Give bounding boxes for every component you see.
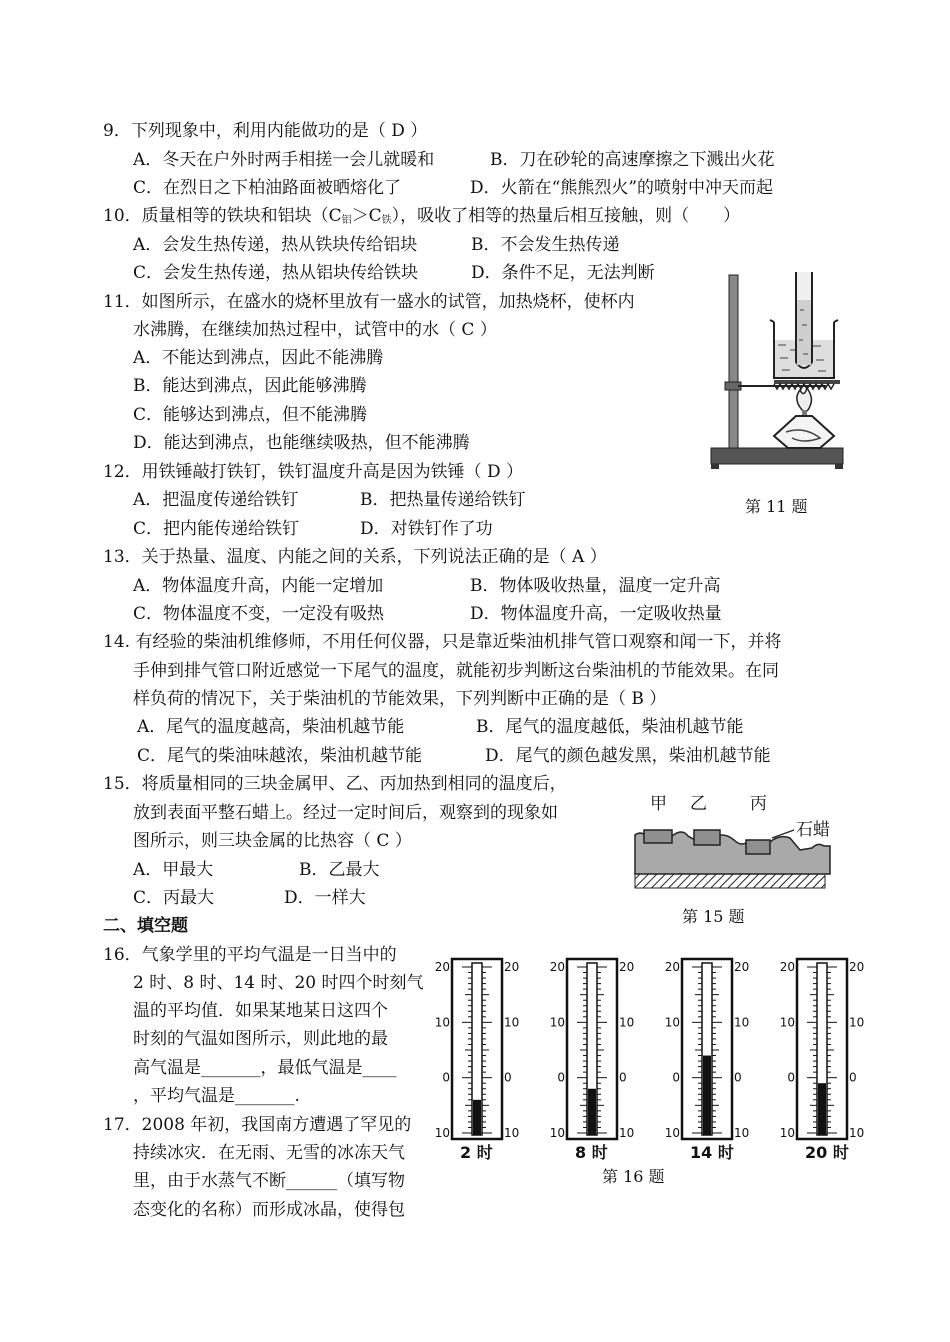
q12-option-c: C．把内能传递给铁钉 — [133, 519, 300, 539]
q15-stem-line2: 放到表面平整石蜡上。经过一定时间后，观察到的现象如 — [133, 803, 558, 823]
q10-option-a: A．会发生热传递，热从铁块传给铝块 — [133, 235, 418, 255]
q15-option-c: C．丙最大 — [133, 888, 215, 908]
q9-option-a: A．冬天在户外时两手相搓一会儿就暖和 — [133, 150, 435, 170]
q13-option-c: C．物体温度不变，一定没有吸热 — [133, 604, 385, 624]
q15-label-bing: 丙 — [750, 794, 767, 814]
thermometer-scale-label: 0 — [504, 1070, 512, 1085]
thermometer-3 — [664, 955, 750, 1145]
thermometer-scale-label: 10 — [504, 1015, 520, 1030]
q11-option-b: B．能达到沸点，因此能够沸腾 — [133, 376, 367, 396]
thermometer-4 — [779, 955, 865, 1145]
metal-jia — [644, 830, 672, 843]
thermometer-scale-label: 10 — [434, 1015, 450, 1030]
q10-stem-mid: ＞C — [351, 206, 382, 226]
q11-stem-line2: 水沸腾，在继续加热过程中，试管中的水（ C ） — [133, 320, 497, 340]
thermometer-scale-label: 0 — [619, 1070, 627, 1085]
thermometer-scale-label: 10 — [664, 1015, 680, 1030]
q9-option-c: C．在烈日之下柏油路面被晒熔化了 — [133, 178, 402, 198]
q16-line5: 高气温是_______，最低气温是____ — [133, 1058, 397, 1078]
thermometer-scale-label: 10 — [664, 1126, 680, 1140]
thermometer-4-liquid — [818, 1083, 826, 1135]
thermometer-2-time-label: 8 时 — [575, 1143, 608, 1162]
q15-stem-line1: 15．将质量相同的三块金属甲、乙、丙加热到相同的温度后， — [103, 774, 567, 794]
thermometer-scale-label: 10 — [549, 1015, 565, 1030]
thermometer-scale-label: 10 — [849, 1126, 865, 1140]
stand-base — [711, 448, 843, 464]
thermometer-scale-label: 20 — [849, 960, 865, 974]
thermometer-2 — [549, 955, 635, 1145]
q14-option-b: B．尾气的温度越低，柴油机越节能 — [476, 717, 744, 737]
stand-rod — [729, 275, 738, 448]
thermometer-scale-label: 20 — [779, 960, 795, 974]
thermometer-scale-label: 10 — [779, 1015, 795, 1030]
q15-caption: 第 15 题 — [682, 907, 745, 926]
q10-option-d: D．条件不足，无法判断 — [471, 263, 655, 283]
q15-label-jia: 甲 — [650, 794, 667, 814]
q14-stem-line3: 样负荷的情况下，关于柴油机的节能效果，下列判断中正确的是（ B ） — [133, 689, 667, 709]
thermometer-scale-label: 10 — [619, 1015, 635, 1030]
q15-option-d: D．一样大 — [284, 888, 366, 908]
q11-option-c: C．能够达到沸点，但不能沸腾 — [133, 405, 368, 425]
thermometer-scale-label: 10 — [734, 1015, 750, 1030]
thermometer-scale-label: 20 — [619, 960, 635, 974]
q16-caption: 第 16 题 — [602, 1167, 665, 1186]
q11-option-a: A．不能达到沸点，因此不能沸腾 — [133, 348, 384, 368]
q10-stem-pre: 10．质量相等的铁块和铝块（C — [103, 206, 342, 226]
q9-stem: 9．下列现象中，利用内能做功的是（ D ） — [103, 121, 428, 141]
q12-option-a: A．把温度传递给铁钉 — [133, 490, 299, 510]
q12-stem: 12．用铁锤敲打铁钉，铁钉温度升高是因为铁锤（ D ） — [103, 462, 524, 482]
q9-option-b: B．刀在砂轮的高速摩擦之下溅出火花 — [490, 150, 775, 170]
thermometer-scale-label: 10 — [434, 1126, 450, 1140]
q11-figure — [708, 270, 848, 475]
thermometer-scale-label: 0 — [557, 1070, 565, 1085]
thermometer-scale-label: 10 — [849, 1015, 865, 1030]
wire-gauze — [774, 380, 840, 384]
q16-line6: ，平均气温是_______. — [133, 1086, 300, 1106]
q14-stem-line2: 手伸到排气管口附近感觉一下尾气的温度，就能初步判断这台柴油机的节能效果。在同 — [133, 661, 779, 681]
q12-option-d: D．对铁钉作了功 — [360, 519, 493, 539]
thermometer-1-liquid — [473, 1100, 481, 1135]
thermometer-3-liquid — [703, 1056, 711, 1135]
q15-option-b: B．乙最大 — [299, 860, 380, 880]
thermometer-2-liquid — [588, 1089, 596, 1135]
q10-option-b: B．不会发生热传递 — [471, 235, 620, 255]
q14-stem-line1: 14. 有经验的柴油机维修师，不用任何仪器，只是靠近柴油机排气管口观察和闻一下，并将 — [103, 632, 782, 652]
q10-stem-post: ），吸收了相等的热量后相互接触，则（ ） — [391, 206, 741, 226]
thermometer-scale-label: 20 — [434, 960, 450, 974]
thermometer-scale-label: 10 — [504, 1126, 520, 1140]
thermometer-scale-label: 0 — [442, 1070, 450, 1085]
metal-yi — [694, 830, 720, 845]
q11-stem-line1: 11．如图所示，在盛水的烧杯里放有一盛水的试管，加热烧杯，使杯内 — [103, 292, 635, 312]
thermometer-scale-label: 0 — [734, 1070, 742, 1085]
flame — [797, 388, 812, 412]
thermometer-scale-label: 20 — [549, 960, 565, 974]
q13-option-d: D．物体温度升高，一定吸收热量 — [470, 604, 722, 624]
thermometer-1 — [434, 955, 520, 1145]
q17-line4: 态变化的名称）而形成冰晶，使得包 — [133, 1200, 405, 1220]
q13-stem: 13．关于热量、温度、内能之间的关系，下列说法正确的是（ A ） — [103, 547, 607, 567]
q15-option-a: A．甲最大 — [133, 860, 214, 880]
thermometer-scale-label: 0 — [849, 1070, 857, 1085]
q10-stem — [103, 204, 740, 233]
q10-sub-al: 铝 — [341, 215, 352, 226]
q13-option-a: A．物体温度升高，内能一定增加 — [133, 576, 384, 596]
thermometer-scale-label: 10 — [779, 1126, 795, 1140]
q15-label-yi: 乙 — [690, 794, 707, 814]
section-fill-in-heading: 二、填空题 — [103, 916, 188, 936]
thermometer-scale-label: 10 — [549, 1126, 565, 1140]
q12-option-b: B．把热量传递给铁钉 — [360, 490, 526, 510]
metal-bing — [746, 840, 770, 854]
q10-sub-fe: 铁 — [381, 215, 392, 226]
q16-line1: 16．气象学里的平均气温是一日当中的 — [103, 945, 397, 965]
q14-option-c: C．尾气的柴油味越浓，柴油机越节能 — [137, 746, 423, 766]
thermometer-scale-label: 10 — [619, 1126, 635, 1140]
q14-option-a: A．尾气的温度越高，柴油机越节能 — [137, 717, 405, 737]
q14-option-d: D．尾气的颜色越发黑，柴油机越节能 — [485, 746, 771, 766]
q17-line1: 17．2008 年初，我国南方遭遇了罕见的 — [103, 1115, 412, 1135]
q16-line4: 时刻的气温如图所示，则此地的最 — [133, 1029, 388, 1049]
q16-line3: 温的平均值．如果某地某日这四个 — [133, 1001, 388, 1021]
q11-caption: 第 11 题 — [745, 497, 808, 516]
q11-option-d: D．能达到沸点，也能继续吸热，但不能沸腾 — [133, 433, 470, 453]
q9-option-d: D．火箭在“熊熊烈火”的喷射中冲天而起 — [470, 178, 774, 198]
q17-line2: 持续冰灾．在无雨、无雪的冰冻天气 — [133, 1143, 405, 1163]
q15-stem-line3: 图所示，则三块金属的比热容（ C ） — [133, 831, 412, 851]
thermometer-3-time-label: 14 时 — [690, 1143, 734, 1162]
q15-wax-label: 石蜡 — [796, 820, 830, 840]
thermometer-scale-label: 10 — [734, 1126, 750, 1140]
thermometer-scale-label: 0 — [672, 1070, 680, 1085]
thermometer-scale-label: 20 — [664, 960, 680, 974]
q13-option-b: B．物体吸收热量，温度一定升高 — [470, 576, 721, 596]
thermometer-scale-label: 20 — [734, 960, 750, 974]
q16-thermometer-figure — [434, 955, 865, 1165]
thermometer-1-time-label: 2 时 — [460, 1143, 493, 1162]
thermometer-scale-label: 0 — [787, 1070, 795, 1085]
q16-line2: 2 时、8 时、14 时、20 时四个时刻气 — [133, 973, 424, 993]
alcohol-lamp — [774, 416, 834, 448]
thermometer-scale-label: 20 — [504, 960, 520, 974]
q17-line3: 里，由于水蒸气不断______（填写物 — [133, 1171, 405, 1191]
q10-option-c: C．会发生热传递，热从铝块传给铁块 — [133, 263, 419, 283]
thermometer-4-time-label: 20 时 — [805, 1143, 849, 1162]
